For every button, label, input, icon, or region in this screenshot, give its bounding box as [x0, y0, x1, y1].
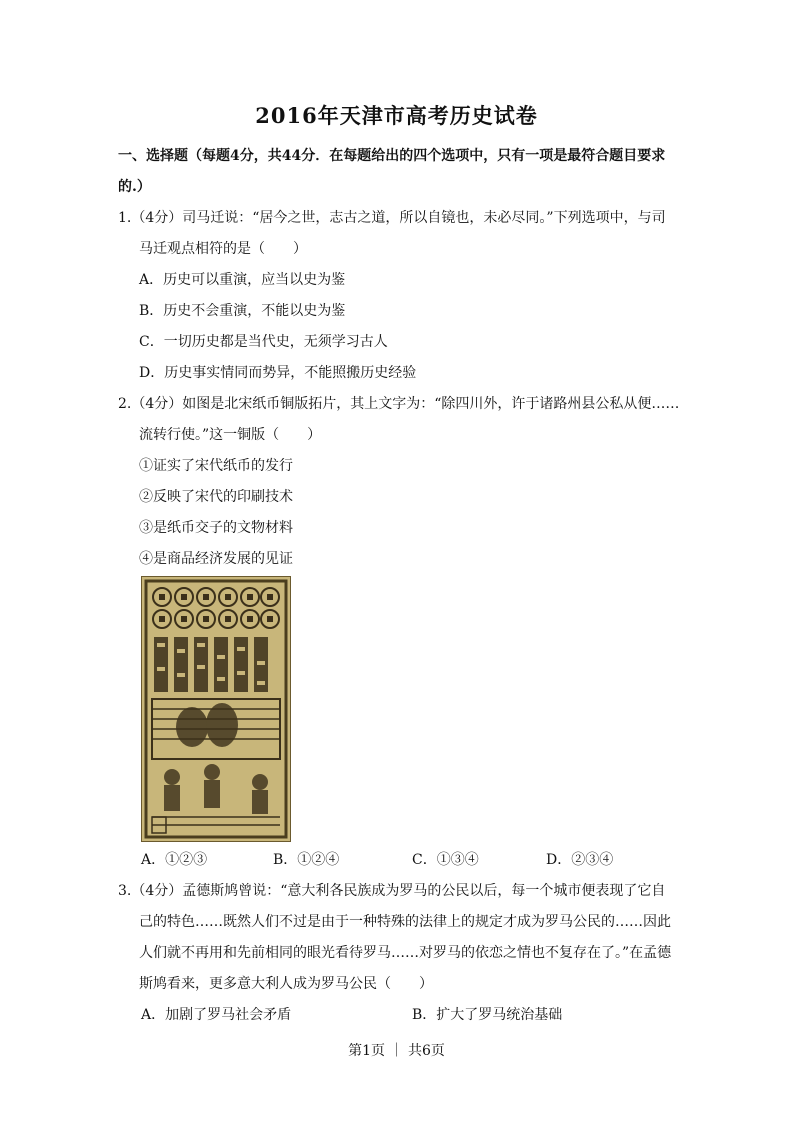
- section-heading: 一、选择题（每题4分，共44分．在每题给出的四个选项中，只有一项是最符合题目要求: [118, 148, 666, 164]
- question-1-option-a: A．历史可以重演，应当以史为鉴: [139, 272, 346, 288]
- question-1-stem-cont: 马迁观点相符的是（ ）: [139, 241, 307, 257]
- question-2-stem: 2.（4分）如图是北宋纸币铜版拓片，其上文字为：“除四川外，许于诸路州县公私从便……: [118, 396, 680, 412]
- question-2-stem-cont: 流转行使。”这一铜版（ ）: [139, 427, 322, 443]
- question-3-stem-cont-2: 人们就不再用和先前相同的眼光看待罗马……对罗马的依恋之情也不复存在了。”在孟德: [139, 945, 672, 961]
- question-1-stem: 1.（4分）司马迁说：“居今之世，志古之道，所以自镜也，未必尽同。”下列选项中，与司: [118, 210, 666, 226]
- question-2-statement-4: ④是商品经济发展的见证: [139, 551, 293, 567]
- question-3-option-a: A．加剧了罗马社会矛盾: [141, 1007, 292, 1023]
- question-3-stem-cont-3: 斯鸠看来，更多意大利人成为罗马公民（ ）: [139, 976, 433, 992]
- question-2-option-b: B．①②④: [273, 852, 340, 868]
- question-2-option-d: D．②③④: [546, 852, 614, 868]
- question-1-option-d: D．历史事实情同而势异，不能照搬历史经验: [139, 365, 417, 381]
- question-2-option-c: C．①③④: [412, 852, 479, 868]
- question-3-stem: 3.（4分）孟德斯鸠曾说：“意大利各民族成为罗马的公民以后，每一个城市便表现了它自: [118, 883, 666, 899]
- page-footer: 第1页 ｜ 共6页: [348, 1043, 445, 1059]
- question-1-option-b: B．历史不会重演，不能以史为鉴: [139, 303, 346, 319]
- page-title: 2016年天津市高考历史试卷: [255, 103, 538, 128]
- question-3-stem-cont-1: 己的特色……既然人们不过是由于一种特殊的法律上的规定才成为罗马公民的……因此: [139, 914, 671, 930]
- question-2-statement-1: ①证实了宋代纸币的发行: [139, 458, 293, 474]
- question-2-statement-3: ③是纸币交子的文物材料: [139, 520, 293, 536]
- question-1-option-c: C．一切历史都是当代史，无须学习古人: [139, 334, 388, 350]
- question-2-statement-2: ②反映了宋代的印刷技术: [139, 489, 293, 505]
- question-2-option-a: A．①②③: [141, 852, 208, 868]
- question-3-option-b: B．扩大了罗马统治基础: [412, 1007, 563, 1023]
- section-heading-cont: 的.）: [118, 179, 151, 195]
- banknote-rubbing-image: [141, 576, 291, 842]
